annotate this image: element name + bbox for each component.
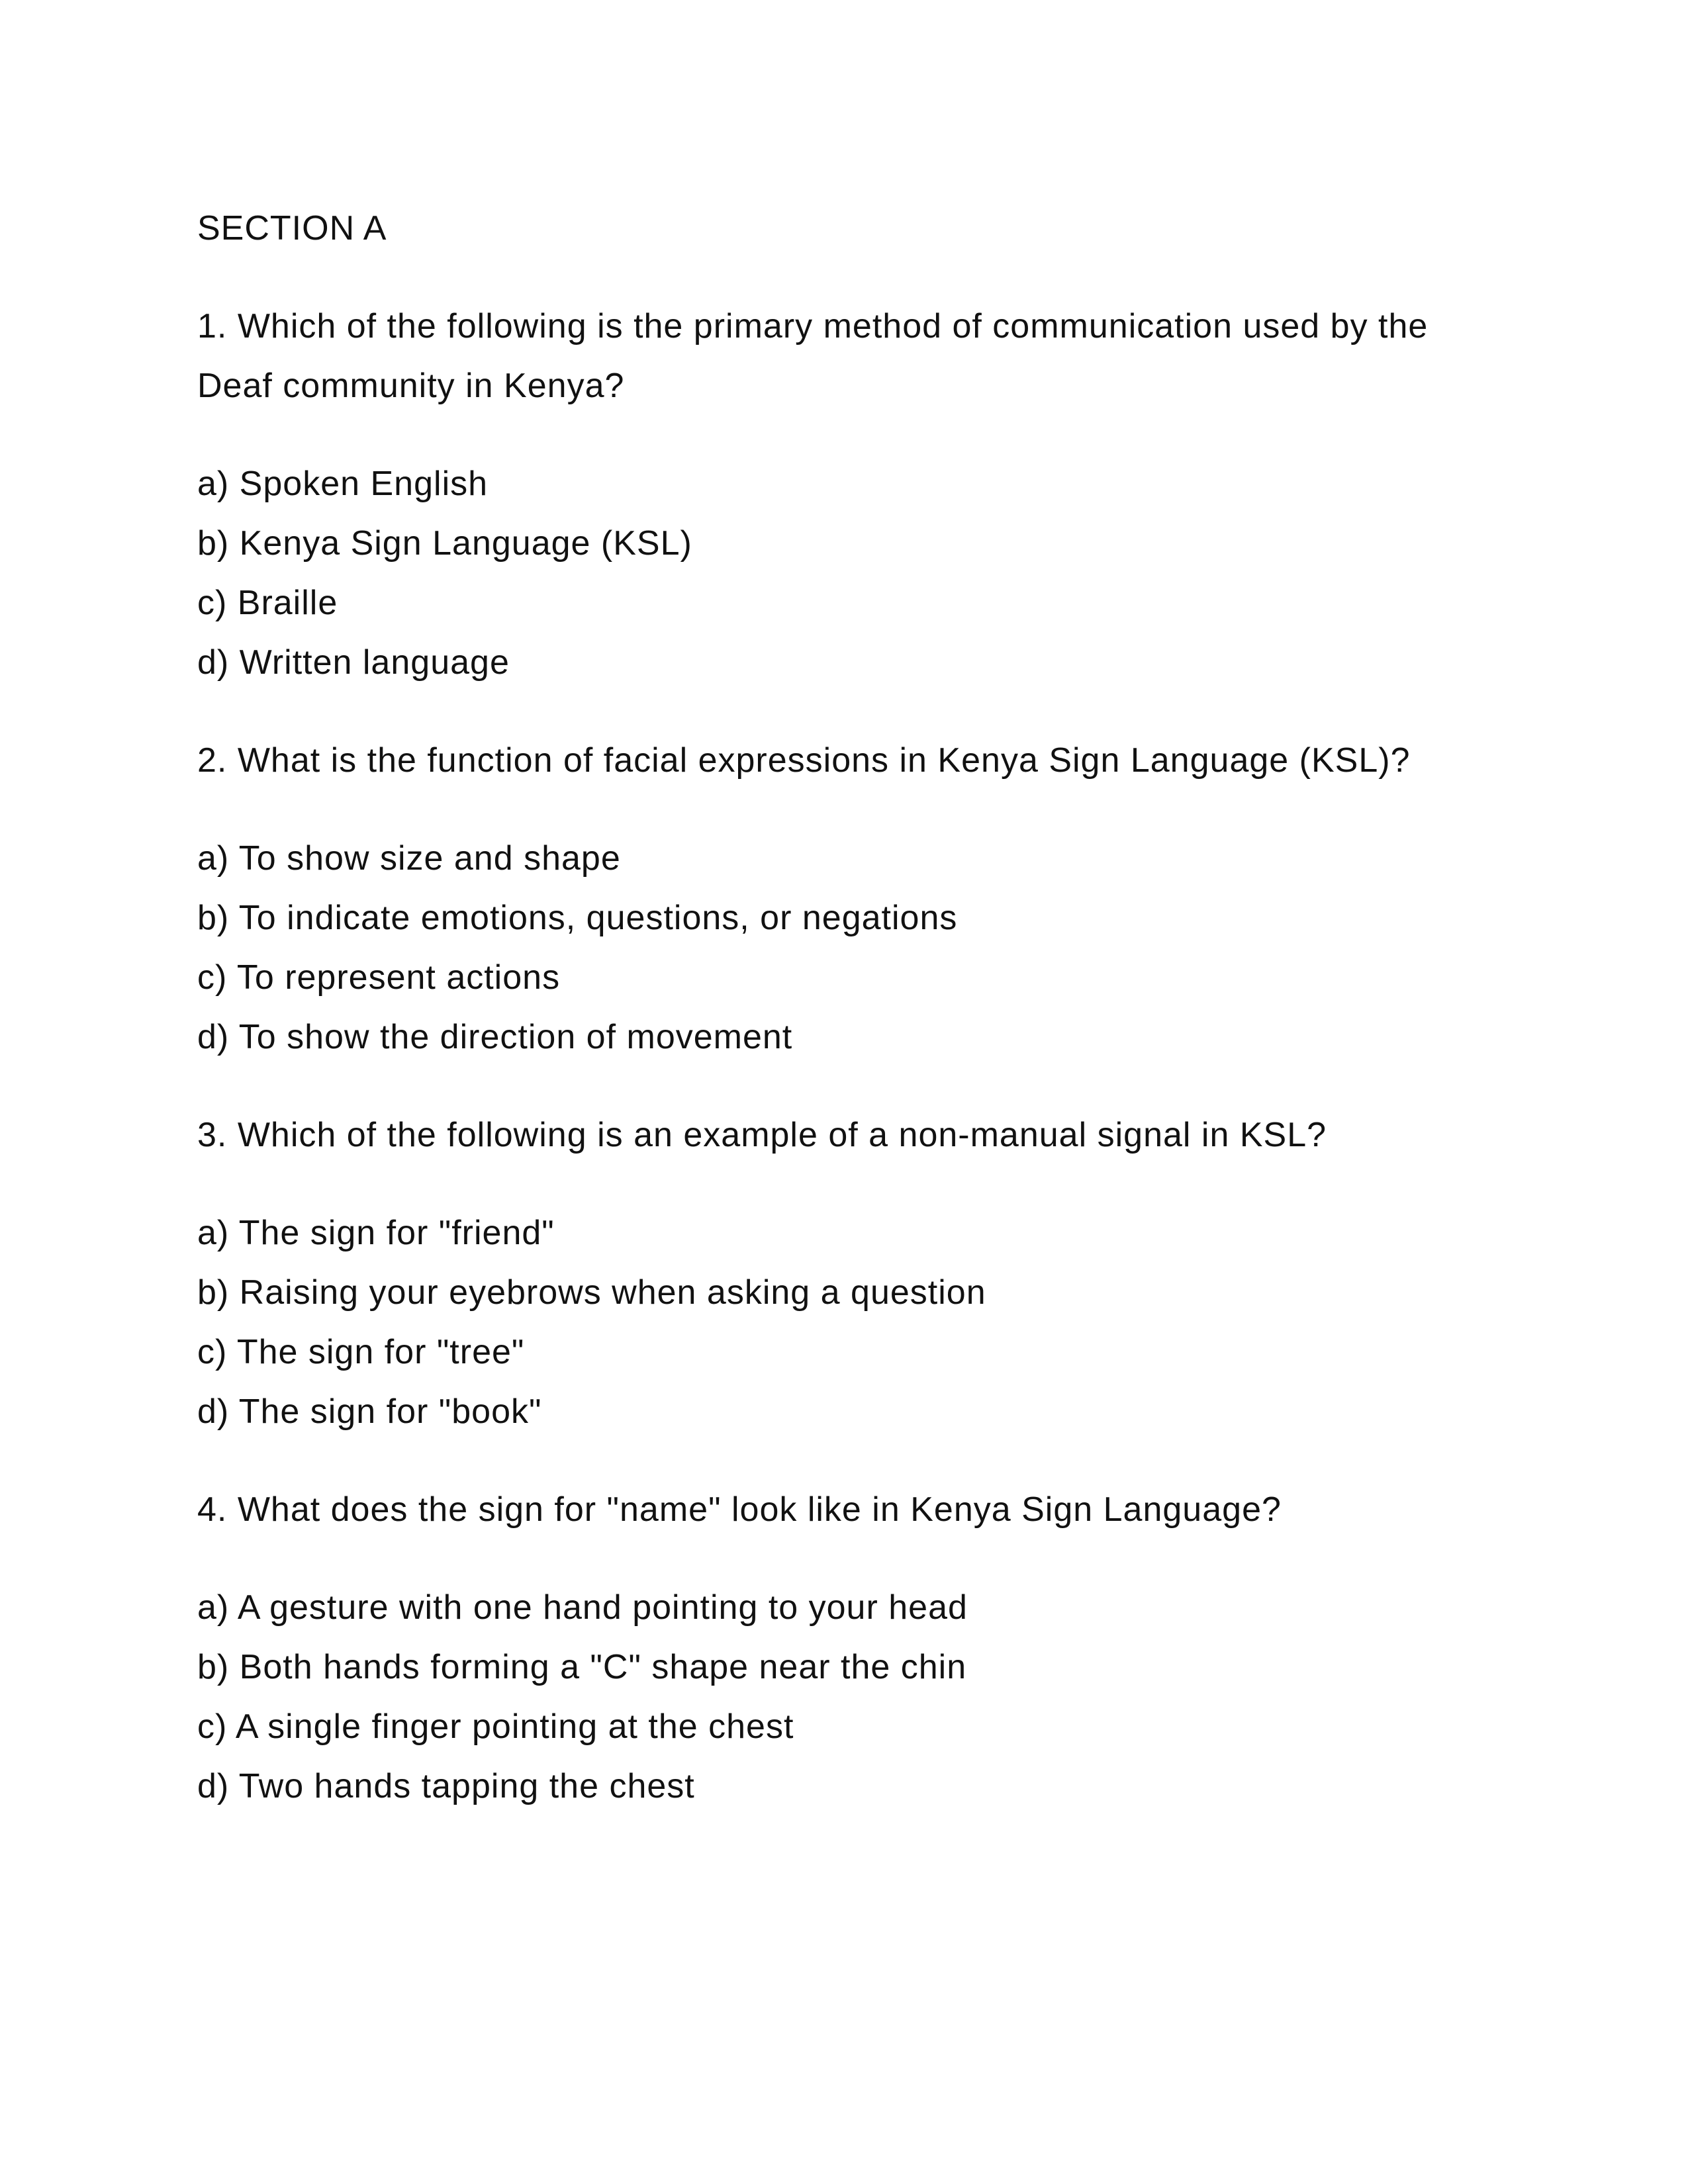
option-list — [197, 1578, 1521, 1816]
option-a: a) Spoken English — [197, 465, 489, 503]
option-b: b) To indicate emotions, questions, or negations — [197, 899, 958, 937]
question-4 — [197, 1480, 1521, 1816]
option-b: b) Kenya Sign Language (KSL) — [197, 524, 692, 563]
option-c: c) A single finger pointing at the chest — [197, 1707, 794, 1746]
option-list — [197, 829, 1521, 1067]
question-text: 2. What is the function of facial expressions in Kenya Sign Language (KSL)? — [197, 741, 1411, 780]
question-text: 1. Which of the following is the primary method of communication used by the Deaf community in Kenya? — [197, 307, 1429, 405]
option-c: c) Braille — [197, 584, 338, 622]
question-3 — [197, 1105, 1521, 1441]
option-d: d) Two hands tapping the chest — [197, 1767, 695, 1805]
document-content — [197, 199, 1521, 1854]
option-list — [197, 1203, 1521, 1441]
option-c: c) To represent actions — [197, 958, 561, 997]
option-b: b) Raising your eyebrows when asking a question — [197, 1273, 986, 1312]
option-b: b) Both hands forming a "C" shape near the chin — [197, 1648, 967, 1686]
question-text: 3. Which of the following is an example of a non-manual signal in KSL? — [197, 1116, 1327, 1154]
option-c: c) The sign for "tree" — [197, 1333, 525, 1371]
option-d: d) To show the direction of movement — [197, 1018, 793, 1056]
question-1 — [197, 296, 1521, 692]
option-a: a) The sign for "friend" — [197, 1214, 555, 1252]
option-a: a) To show size and shape — [197, 839, 621, 878]
question-2 — [197, 731, 1521, 1067]
option-list — [197, 454, 1521, 692]
option-d: d) The sign for "book" — [197, 1392, 542, 1431]
option-d: d) Written language — [197, 643, 510, 682]
option-a: a) A gesture with one hand pointing to your head — [197, 1588, 968, 1627]
section-title: SECTION A — [197, 209, 387, 248]
question-text: 4. What does the sign for "name" look like in Kenya Sign Language? — [197, 1490, 1282, 1529]
